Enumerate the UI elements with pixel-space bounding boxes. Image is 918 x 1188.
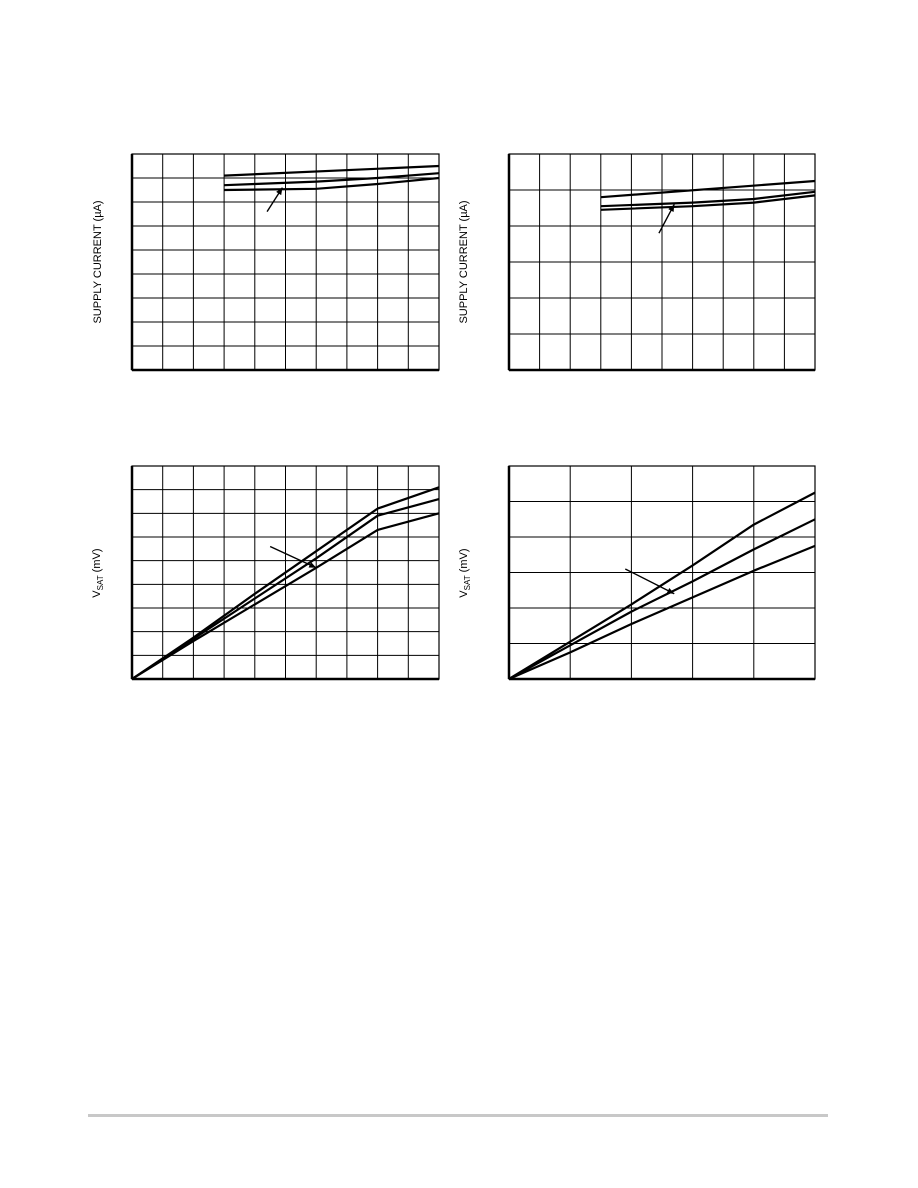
plot-area <box>131 465 440 680</box>
y-axis-label <box>91 548 105 598</box>
series-line-1 <box>224 166 439 176</box>
ylabel-main: V <box>457 590 470 598</box>
series-line-2 <box>509 519 815 679</box>
ylabel-main: V <box>90 590 103 598</box>
ylabel-rest: (mV) <box>457 548 470 576</box>
plot-area <box>508 465 816 680</box>
footer-rule <box>88 1114 828 1117</box>
plot-area <box>131 153 440 371</box>
ylabel-sub: SAT <box>463 575 473 591</box>
y-axis-label <box>458 548 472 598</box>
y-axis-label: SUPPLY CURRENT (µA) <box>92 200 104 324</box>
plot-area <box>508 153 816 371</box>
series-line-1 <box>509 493 815 679</box>
ylabel-sub: SAT <box>96 575 106 591</box>
series-line-3 <box>509 546 815 679</box>
y-axis-label: SUPPLY CURRENT (µA) <box>458 200 470 324</box>
ylabel-rest: (mV) <box>90 548 103 576</box>
